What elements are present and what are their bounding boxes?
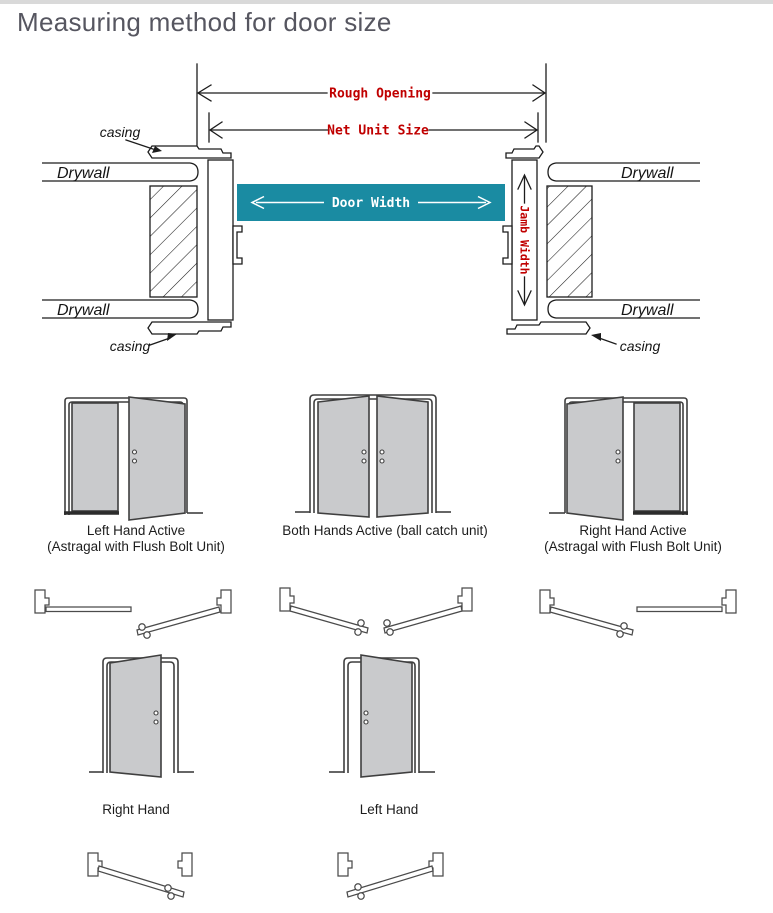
- casing-pointer-line: [599, 338, 616, 344]
- plan-view-left-hand-active: [35, 590, 231, 638]
- casing-bottom-left: [110, 322, 231, 354]
- flush-bolt-icon: [616, 450, 620, 454]
- door-stop-left: [233, 226, 242, 264]
- casing-label: casing: [99, 124, 141, 140]
- plan-view-right-hand-active: [540, 590, 736, 637]
- jamb-profile-right: [429, 853, 443, 876]
- drywall-label: Drywall: [621, 165, 674, 182]
- casing-pointer-arrowhead-icon: [167, 333, 177, 341]
- figure-single-door-right-hand: [89, 655, 194, 777]
- open-door-panel-right: [377, 396, 428, 517]
- figure-single-door-left-hand: [329, 655, 435, 777]
- casing-label: casing: [619, 338, 661, 354]
- open-door-slab-right: [384, 606, 462, 633]
- figure-double-door-right-hand-active: [549, 397, 688, 520]
- drywall-label: Drywall: [57, 165, 110, 182]
- plan-view-both-hands-active: [280, 588, 472, 635]
- knob-icon: [154, 711, 158, 715]
- caption-left-hand-active: [16, 523, 256, 555]
- jamb-profile-right: [722, 590, 736, 613]
- casing-top-right-profile: [506, 146, 543, 158]
- plan-view-right-hand: [88, 853, 192, 899]
- casing-pointer-line: [150, 338, 170, 345]
- knob-icon: [358, 620, 364, 626]
- flush-bolt-icon: [133, 450, 137, 454]
- caption-right-hand: [66, 802, 206, 818]
- knob-icon: [144, 632, 150, 638]
- caption-line-2: (Astragal with Flush Bolt Unit): [47, 539, 225, 554]
- knob-icon: [621, 623, 627, 629]
- open-door-panel: [361, 655, 412, 777]
- jamb-profile-left: [88, 853, 102, 876]
- drywall-bottom-right: [548, 300, 700, 319]
- caption-line-1: Right Hand Active: [579, 523, 687, 538]
- closed-door-slab: [46, 607, 131, 612]
- open-door-panel: [129, 397, 185, 520]
- knob-icon: [617, 631, 623, 637]
- ball-catch-icon: [362, 450, 366, 454]
- knob-icon: [355, 884, 361, 890]
- door-stop-right: [503, 226, 512, 264]
- caption-line-1: Left Hand: [359, 802, 419, 817]
- door-width-band: [237, 184, 505, 221]
- figure-double-door-both-hands-active: [295, 395, 451, 517]
- caption-right-hand-active: [513, 523, 753, 555]
- door-width-label: Door Width: [331, 196, 411, 211]
- page-title: Measuring method for door size: [17, 7, 392, 37]
- drywall-label: Drywall: [621, 302, 674, 319]
- drywall-bottom-left: [42, 300, 198, 319]
- casing-label: casing: [109, 338, 151, 354]
- drywall-top-left: [42, 163, 198, 182]
- closed-door-slab: [637, 607, 722, 612]
- figure-double-door-left-hand-active: [64, 397, 203, 520]
- knob-icon: [358, 893, 364, 899]
- knob-icon: [165, 885, 171, 891]
- caption-line-1: Both Hands Active (ball catch unit): [282, 523, 488, 538]
- knob-icon: [355, 629, 361, 635]
- jamb-left: [208, 160, 233, 320]
- casing-profile: [148, 146, 231, 158]
- jamb-width-label: Jamb Width: [517, 205, 532, 275]
- stud-right-hatched: [547, 186, 592, 297]
- rough-opening-label: Rough Opening: [329, 86, 431, 102]
- drywall-top-right: [548, 163, 700, 182]
- knob-icon: [387, 629, 393, 635]
- caption-line-1: Right Hand: [102, 802, 170, 817]
- knob-icon: [168, 893, 174, 899]
- net-unit-size-label: Net Unit Size: [327, 123, 429, 139]
- caption-line-1: Left Hand Active: [86, 523, 186, 538]
- caption-left-hand: [319, 802, 459, 818]
- knob-icon: [364, 720, 368, 724]
- knob-icon: [139, 624, 145, 630]
- rough-opening-dimension: [198, 85, 545, 102]
- jamb-profile-right: [178, 853, 192, 876]
- closed-door-panel: [634, 403, 680, 511]
- open-door-panel: [110, 655, 161, 777]
- casing-pointer-line: [126, 140, 153, 149]
- casing-bottom-right: [507, 322, 660, 354]
- casing-pointer-arrowhead-icon: [591, 333, 601, 341]
- knob-icon: [364, 711, 368, 715]
- closed-door-panel: [72, 403, 118, 511]
- flush-bolt-icon: [133, 459, 137, 463]
- flush-bolt-icon: [616, 459, 620, 463]
- knob-icon: [384, 620, 390, 626]
- casing-profile: [148, 322, 231, 334]
- open-door-panel-left: [318, 396, 369, 517]
- knob-icon: [154, 720, 158, 724]
- plan-view-left-hand: [338, 853, 443, 899]
- casing-profile: [507, 322, 590, 334]
- caption-line-2: (Astragal with Flush Bolt Unit): [544, 539, 722, 554]
- ball-catch-icon: [362, 459, 366, 463]
- ball-catch-icon: [380, 450, 384, 454]
- open-door-slab: [137, 607, 220, 635]
- cross-section-diagram: [42, 64, 700, 354]
- open-door-panel: [567, 397, 623, 520]
- caption-both-hands-active: [245, 523, 525, 539]
- drywall-label: Drywall: [57, 302, 110, 319]
- net-unit-size-dimension: [210, 122, 537, 139]
- jamb-profile-left: [338, 853, 352, 876]
- stud-left-hatched: [150, 186, 197, 297]
- ball-catch-icon: [380, 459, 384, 463]
